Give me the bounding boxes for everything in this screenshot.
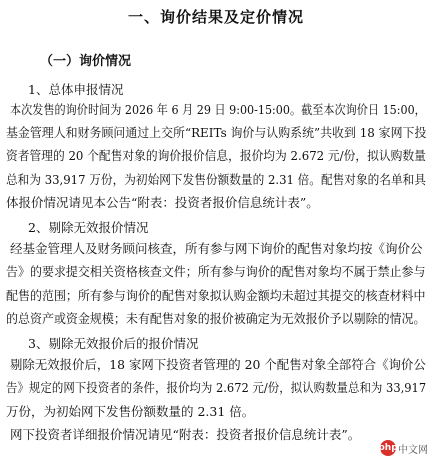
subsection-heading-1: 1、总体申报情况 <box>28 82 124 97</box>
paragraph-line: 告》规定的网下投资者的条件，报价均为 2.672 元/份，拟认购数量总和为 33,917 <box>6 380 427 395</box>
paragraph-line: 资者管理的 20 个配售对象的询价报价信息，报价均为 2.672 元/份，拟认购数量 <box>6 148 426 163</box>
site-watermark <box>380 440 428 456</box>
paragraph-line: 体报价情况请见本公告“附表：投资者报价信息统计表”。 <box>6 195 319 210</box>
closing-line: 网下投资者详细报价情况请见“附表：投资者报价信息统计表”。 <box>10 427 361 442</box>
paragraph-line: 本次发售的询价时间为 2026 年 6 月 29 日 9:00-15:00。截至本次询价日 15:00， <box>10 102 426 117</box>
php-logo-icon: php <box>380 440 396 456</box>
paragraph-line: 基金管理人和财务顾问通过上交所“REITs 询价与认购系统”共收到 18 家网下投 <box>6 125 427 140</box>
paragraph-line: 配售的范围；所有参与询价的配售对象拟认购金额均未超过其提交的核查材料中 <box>6 288 426 303</box>
watermark-text: 中文网 <box>398 444 428 456</box>
subsection-heading-2: 2、剔除无效报价情况 <box>28 220 149 235</box>
paragraph-line: 告》的要求提交相关资格核查文件；所有参与询价的配售对象均不属于禁止参与 <box>6 264 426 279</box>
paragraph-line: 经基金管理人及财务顾问核查，所有参与网下询价的配售对象均按《询价公 <box>10 241 423 256</box>
section-heading: （一）询价情况 <box>40 54 132 69</box>
paragraph-line: 总和为 33,917 万份，为初始网下发售份额数量的 2.31 倍。配售对象的名单和具 <box>6 172 426 187</box>
paragraph-line: 万份，为初始网下发售份额数量的 2.31 倍。 <box>6 404 255 419</box>
paragraph-line: 剔除无效报价后，18 家网下投资者管理的 20 个配售对象全部符合《询价公 <box>10 357 426 372</box>
document-title: 一、询价结果及定价情况 <box>127 8 304 26</box>
paragraph-line: 的总资产或资金规模；未有配售对象的报价被确定为无效报价予以剔除的情况。 <box>6 311 426 326</box>
subsection-heading-3: 3、剔除无效报价后的报价情况 <box>28 336 199 351</box>
